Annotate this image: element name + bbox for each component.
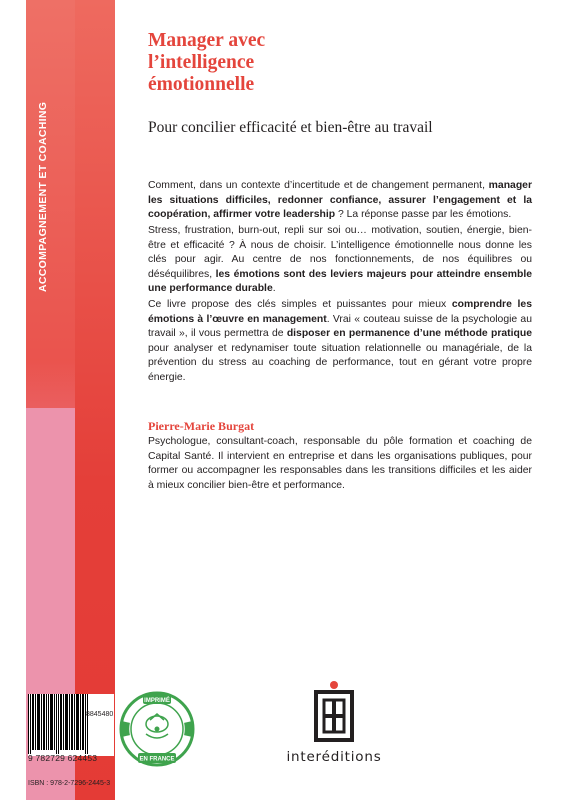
publisher-name: interéditions (286, 749, 382, 765)
author-bio: Psychologue, consultant-coach, responsable du pôle formation et coaching de Capital Santé. Il intervient en entreprise et dans les organisations publiques, pour former ou accompagner les responsables dans les transitions difficiles et les aider à mieux concilier bien-être et performance. (148, 436, 532, 491)
bold-run: les émotions sont des leviers majeurs pour atteindre ensemble une performance durable (148, 268, 532, 295)
barcode-digits: 9 782729 624453 (28, 753, 98, 763)
bold-run: disposer en permanence d’une méthode pratique (286, 328, 532, 340)
text-run: pour analyser et redynamiser toute situation relationnelle ou managériale, de la prévention du stress au coaching de performance, tout en gérant votre propre énergie. (148, 342, 532, 383)
text-run: . Vrai « couteau suisse de la psychologie au travail », il vous permettra de (148, 313, 532, 340)
text-run: Comment, dans un contexte d’incertitude et de changement permanent, (148, 180, 489, 191)
seal-bottom-text: EN FRANCE (139, 756, 175, 763)
barcode-side-code: 8845480 (86, 711, 114, 718)
book-subtitle: Pour concilier efficacité et bien-être au travail (148, 119, 433, 136)
barcode (28, 694, 114, 756)
imprime-en-france-seal (118, 690, 196, 768)
text-run: Stress, frustration, burn-out, repli sur soi ou… motivation, soutien, énergie, bien-être et efficacité ? À nous de choisir. L’intelligence émotionnelle nous donne les clés pour agir. Au centre de nos fonctionnements, de nos équilibres ou déséquilibres, (148, 225, 532, 280)
author-name: Pierre-Marie Burgat (148, 419, 255, 433)
spine-band-red-top (26, 0, 75, 408)
description-paragraph-1 (148, 179, 532, 223)
spine-band-fade (26, 360, 75, 580)
publisher-logo-icon (314, 690, 354, 742)
isbn: ISBN : 978-2-7296-2445-3 (28, 780, 111, 787)
spine-band-red (75, 0, 115, 800)
text-run: Ce livre propose des clés simples et puissantes pour mieux (148, 299, 452, 310)
book-title: Manager avec l’intelligence émotionnelle (148, 30, 266, 95)
text-run: ? La réponse passe par les émotions. (335, 209, 512, 221)
barcode-bars (28, 694, 88, 754)
publisher-logo-dot (330, 681, 338, 689)
seal-icon (118, 690, 196, 768)
bold-run: comprendre les émotions à l’œuvre en management (148, 299, 532, 325)
collection-label: ACCOMPAGNEMENT ET COACHING (37, 101, 49, 292)
description-paragraph-3 (148, 298, 532, 386)
seal-top-text: IMPRIMÉ (144, 698, 170, 704)
bold-run: manager les situations difficiles, redonner confiance, assurer l’engagement et la coopération, affirmer votre leadership (148, 180, 532, 221)
text-run: . (272, 283, 276, 295)
description-paragraph-2 (148, 224, 532, 297)
